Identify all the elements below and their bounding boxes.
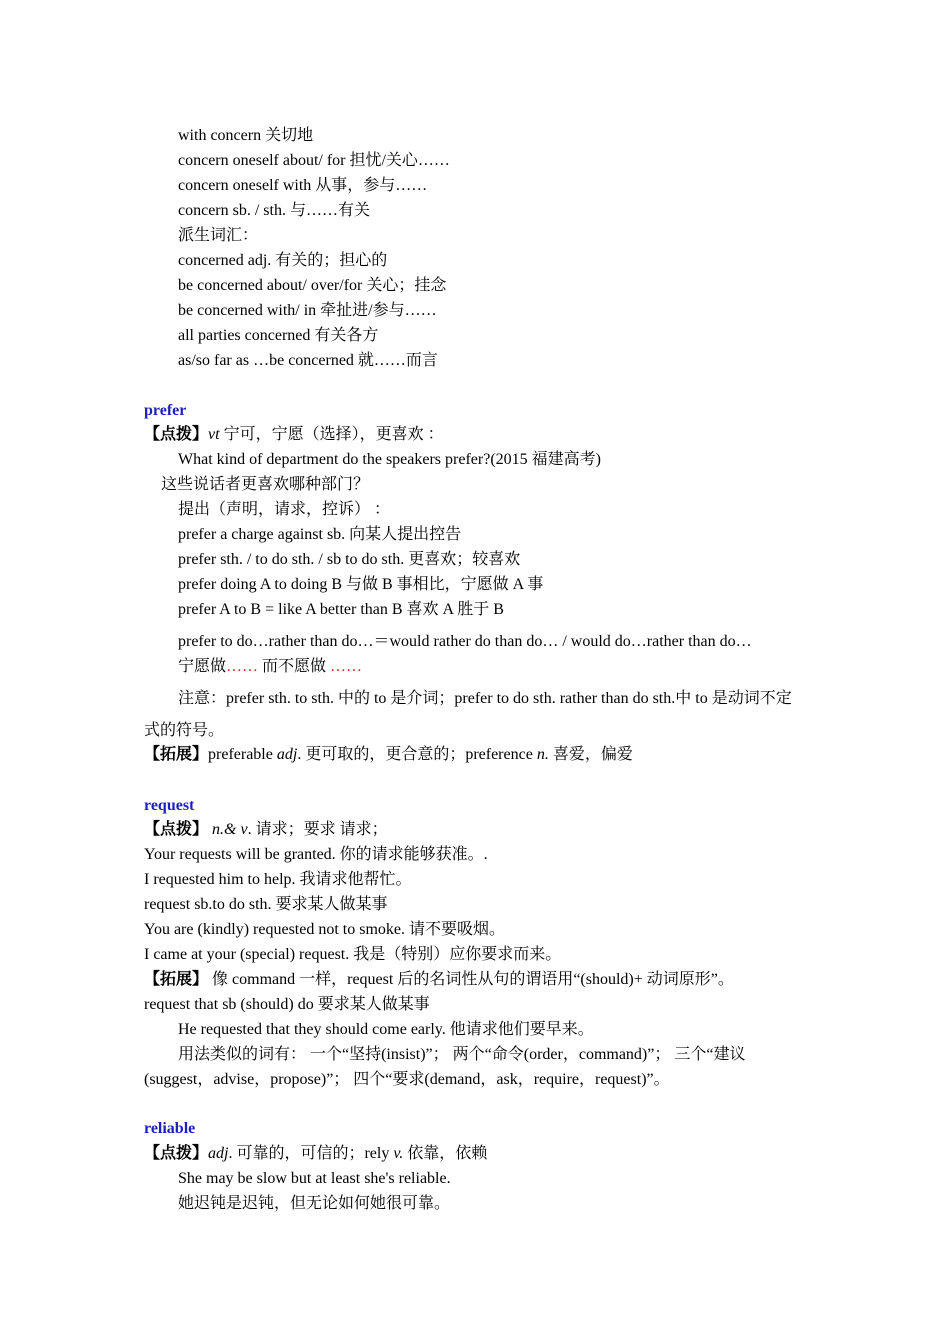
ellipsis-mark: …… [226, 658, 259, 675]
extension-tag: 【拓展】 [144, 971, 209, 988]
part-of-speech: adj [276, 746, 298, 763]
extension-word: preferable [208, 746, 277, 763]
meaning-part: 宁愿做 [178, 658, 227, 675]
tip-text: . 请求；要求 请求； [247, 821, 388, 838]
tip-line [144, 1144, 487, 1164]
tip-line [144, 425, 444, 445]
extension-line [144, 745, 633, 765]
phrase-line: prefer A to B = like A better than B 喜欢 A 胜于 B [178, 601, 504, 618]
example-line: You are (kindly) requested not to smoke. 请不要吸烟。 [144, 921, 506, 938]
phrase-line: prefer doing A to doing B 与做 B 事相比，宁愿做 A 事 [178, 576, 544, 593]
part-of-speech: adj [208, 1145, 229, 1162]
example-line: He requested that they should come early. 他请求他们要早来。 [178, 1021, 594, 1038]
example-line: Your requests will be granted. 你的请求能够获准。. [144, 846, 488, 863]
derived-words-label: 派生词汇： [178, 227, 259, 244]
phrase-line: all parties concerned 有关各方 [178, 327, 379, 344]
tip-tag: 【点拨】 [144, 821, 209, 838]
extension-tag: 【拓展】 [144, 746, 209, 763]
tip-line [144, 820, 388, 840]
extension-text: . 更可取的，更合意的；preference [297, 746, 537, 763]
phrase-line: be concerned about/ over/for 关心；挂念 [178, 277, 447, 294]
tip-text: . 可靠的，可信的；rely [228, 1145, 394, 1162]
example-english: What kind of department do the speakers prefer?(2015 福建高考) [178, 451, 601, 468]
sense-line: 提出（声明，请求，控诉） ： [178, 501, 391, 518]
pattern-line: request that sb (should) do 要求某人做某事 [144, 996, 430, 1013]
phrase-line: as/so far as …be concerned 就……而言 [178, 352, 438, 369]
tip-tag: 【点拨】 [144, 426, 209, 443]
extension-text: 像 command 一样，request 后的名词性从句的谓语用“(should)+ 动词原形”。 [208, 971, 734, 988]
part-of-speech: n.& v [208, 821, 248, 838]
example-chinese: 这些说话者更喜欢哪种部门？ [161, 476, 370, 493]
example-line: I came at your (special) request. 我是（特别）应你要求而来。 [144, 946, 562, 963]
similar-words-line: 用法类似的词有： 一个“坚持(insist)”； 两个“命令(order，command)”； 三个“建议 [178, 1046, 746, 1063]
extension-line [144, 970, 734, 990]
example-english: She may be slow but at least she's reliable. [178, 1170, 451, 1187]
phrase-line: prefer sth. / to do sth. / sb to do sth. 更喜欢；较喜欢 [178, 551, 521, 568]
note-line-continued: 式的符号。 [144, 722, 225, 739]
part-of-speech: vt [208, 426, 220, 443]
tip-text: 依靠，依赖 [403, 1145, 488, 1162]
phrase-line: be concerned with/ in 牵扯进/参与…… [178, 302, 437, 319]
entry-heading-request: request [144, 797, 195, 814]
example-line: request sb.to do sth. 要求某人做某事 [144, 896, 388, 913]
note-line: 注意：prefer sth. to sth. 中的 to 是介词；prefer to do sth. rather than do sth.中 to 是动词不定 [178, 690, 792, 707]
entry-heading-reliable: reliable [144, 1120, 196, 1137]
tip-tag: 【点拨】 [144, 1145, 209, 1162]
part-of-speech: v. [393, 1145, 404, 1162]
example-chinese: 她迟钝是迟钝，但无论如何她很可靠。 [178, 1195, 451, 1212]
example-line: I requested him to help. 我请求他帮忙。 [144, 871, 412, 888]
part-of-speech: n. [536, 746, 549, 763]
phrase-line: concern oneself about/ for 担忧/关心…… [178, 152, 450, 169]
phrase-line: prefer a charge against sb. 向某人提出控告 [178, 526, 462, 543]
entry-heading-prefer: prefer [144, 402, 187, 419]
phrase-line: concern oneself with 从事，参与…… [178, 177, 428, 194]
extension-text: 喜爱，偏爱 [548, 746, 633, 763]
tip-text: 宁可，宁愿（选择），更喜欢 ： [219, 426, 444, 443]
meaning-part: 而不愿做 [258, 658, 331, 675]
rather-than-meaning [178, 657, 362, 677]
phrase-line: concern sb. / sth. 与……有关 [178, 202, 370, 219]
rather-than-line: prefer to do…rather than do…＝would rather do than do… / would do…rather than do… [178, 633, 752, 650]
phrase-line: concerned adj. 有关的；担心的 [178, 252, 388, 269]
ellipsis-mark: …… [330, 658, 363, 675]
similar-words-line-continued: (suggest，advise，propose)”； 四个“要求(demand，ask，require，request)”。 [144, 1071, 670, 1088]
phrase-line: with concern 关切地 [178, 127, 314, 144]
